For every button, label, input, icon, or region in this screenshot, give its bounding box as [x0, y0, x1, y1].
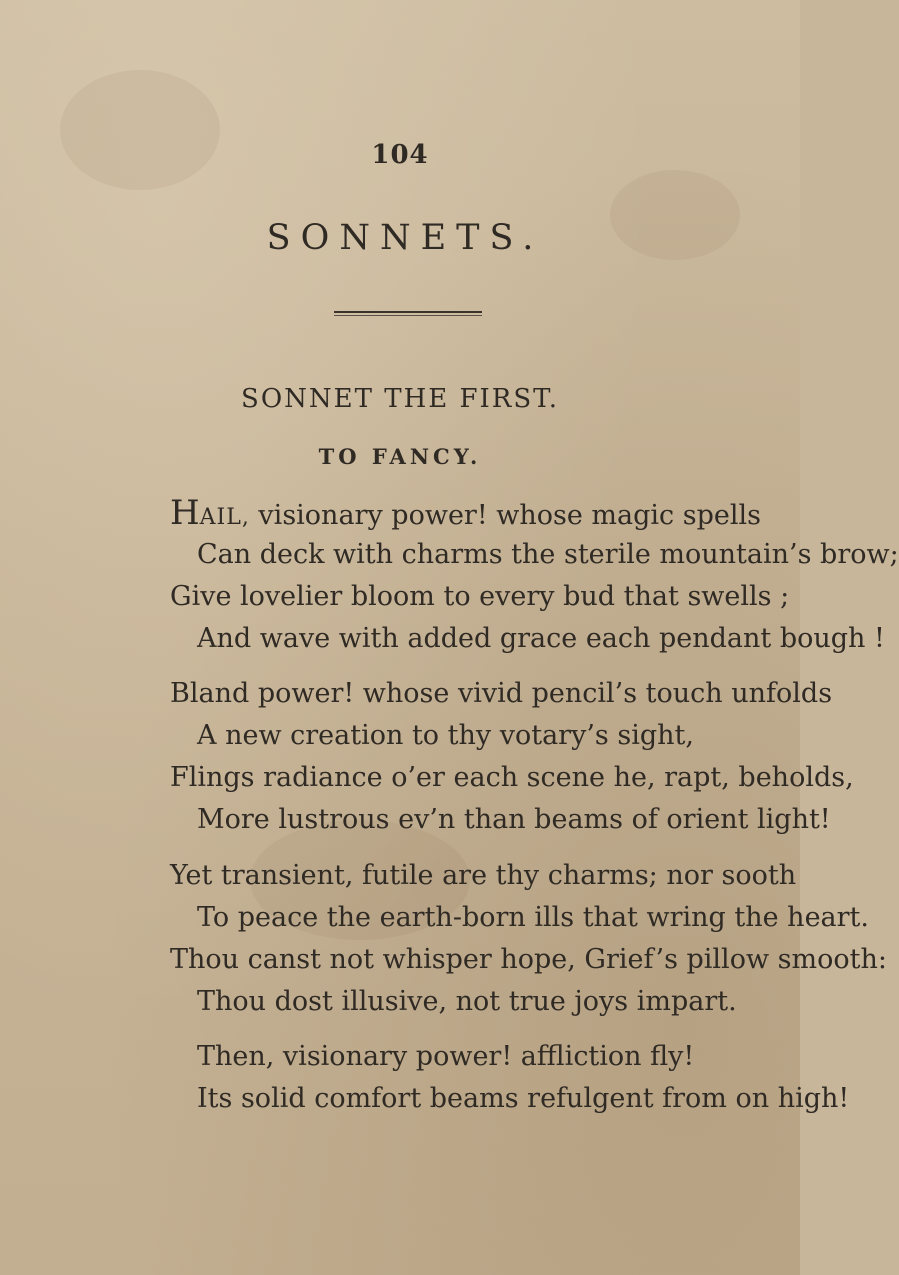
stanza-3 [170, 855, 887, 1023]
poem-line: Its solid comfort beams refulgent from on high! [197, 1083, 850, 1114]
poem-line: Give lovelier bloom to every bud that swells ; [170, 581, 790, 612]
poem-line: Flings radiance o’er each scene he, rapt, beholds, [170, 762, 854, 793]
poem-line: Bland power! whose vivid pencil’s touch unfolds [170, 678, 833, 709]
running-head: SONNETS. [266, 218, 544, 258]
decorative-rule [334, 311, 482, 313]
opening-line-text: visionary power! whose magic spells [249, 500, 761, 531]
stanza-4 [197, 1036, 850, 1120]
poem-line: More lustrous ev’n than beams of orient light! [197, 804, 831, 835]
sonnet-dedication: TO FANCY. [318, 444, 482, 469]
opening-small-caps: AIL, [199, 505, 250, 530]
stanza-1 [170, 492, 899, 660]
poem-line: Thou dost illusive, not true joys impart. [197, 986, 737, 1017]
poem-line: A new creation to thy votary’s sight, [197, 720, 694, 751]
poem-line: Thou canst not whisper hope, Grief’s pillow smooth: [170, 944, 887, 975]
page-number: 104 [371, 140, 429, 170]
stanza-2 [170, 673, 854, 841]
poem-line [170, 492, 770, 534]
poem-line: Then, visionary power! affliction fly! [197, 1041, 695, 1072]
poem-line: To peace the earth-born ills that wring the heart. [197, 902, 869, 933]
paper-stain [60, 70, 220, 190]
poem-line: And wave with added grace each pendant bough ! [197, 623, 885, 654]
sonnet-title: SONNET THE FIRST. [241, 384, 559, 414]
poem-line: Can deck with charms the sterile mountain’s brow; [197, 539, 899, 570]
poem-line: Yet transient, futile are thy charms; nor sooth [170, 860, 797, 891]
drop-cap: H [170, 493, 200, 533]
